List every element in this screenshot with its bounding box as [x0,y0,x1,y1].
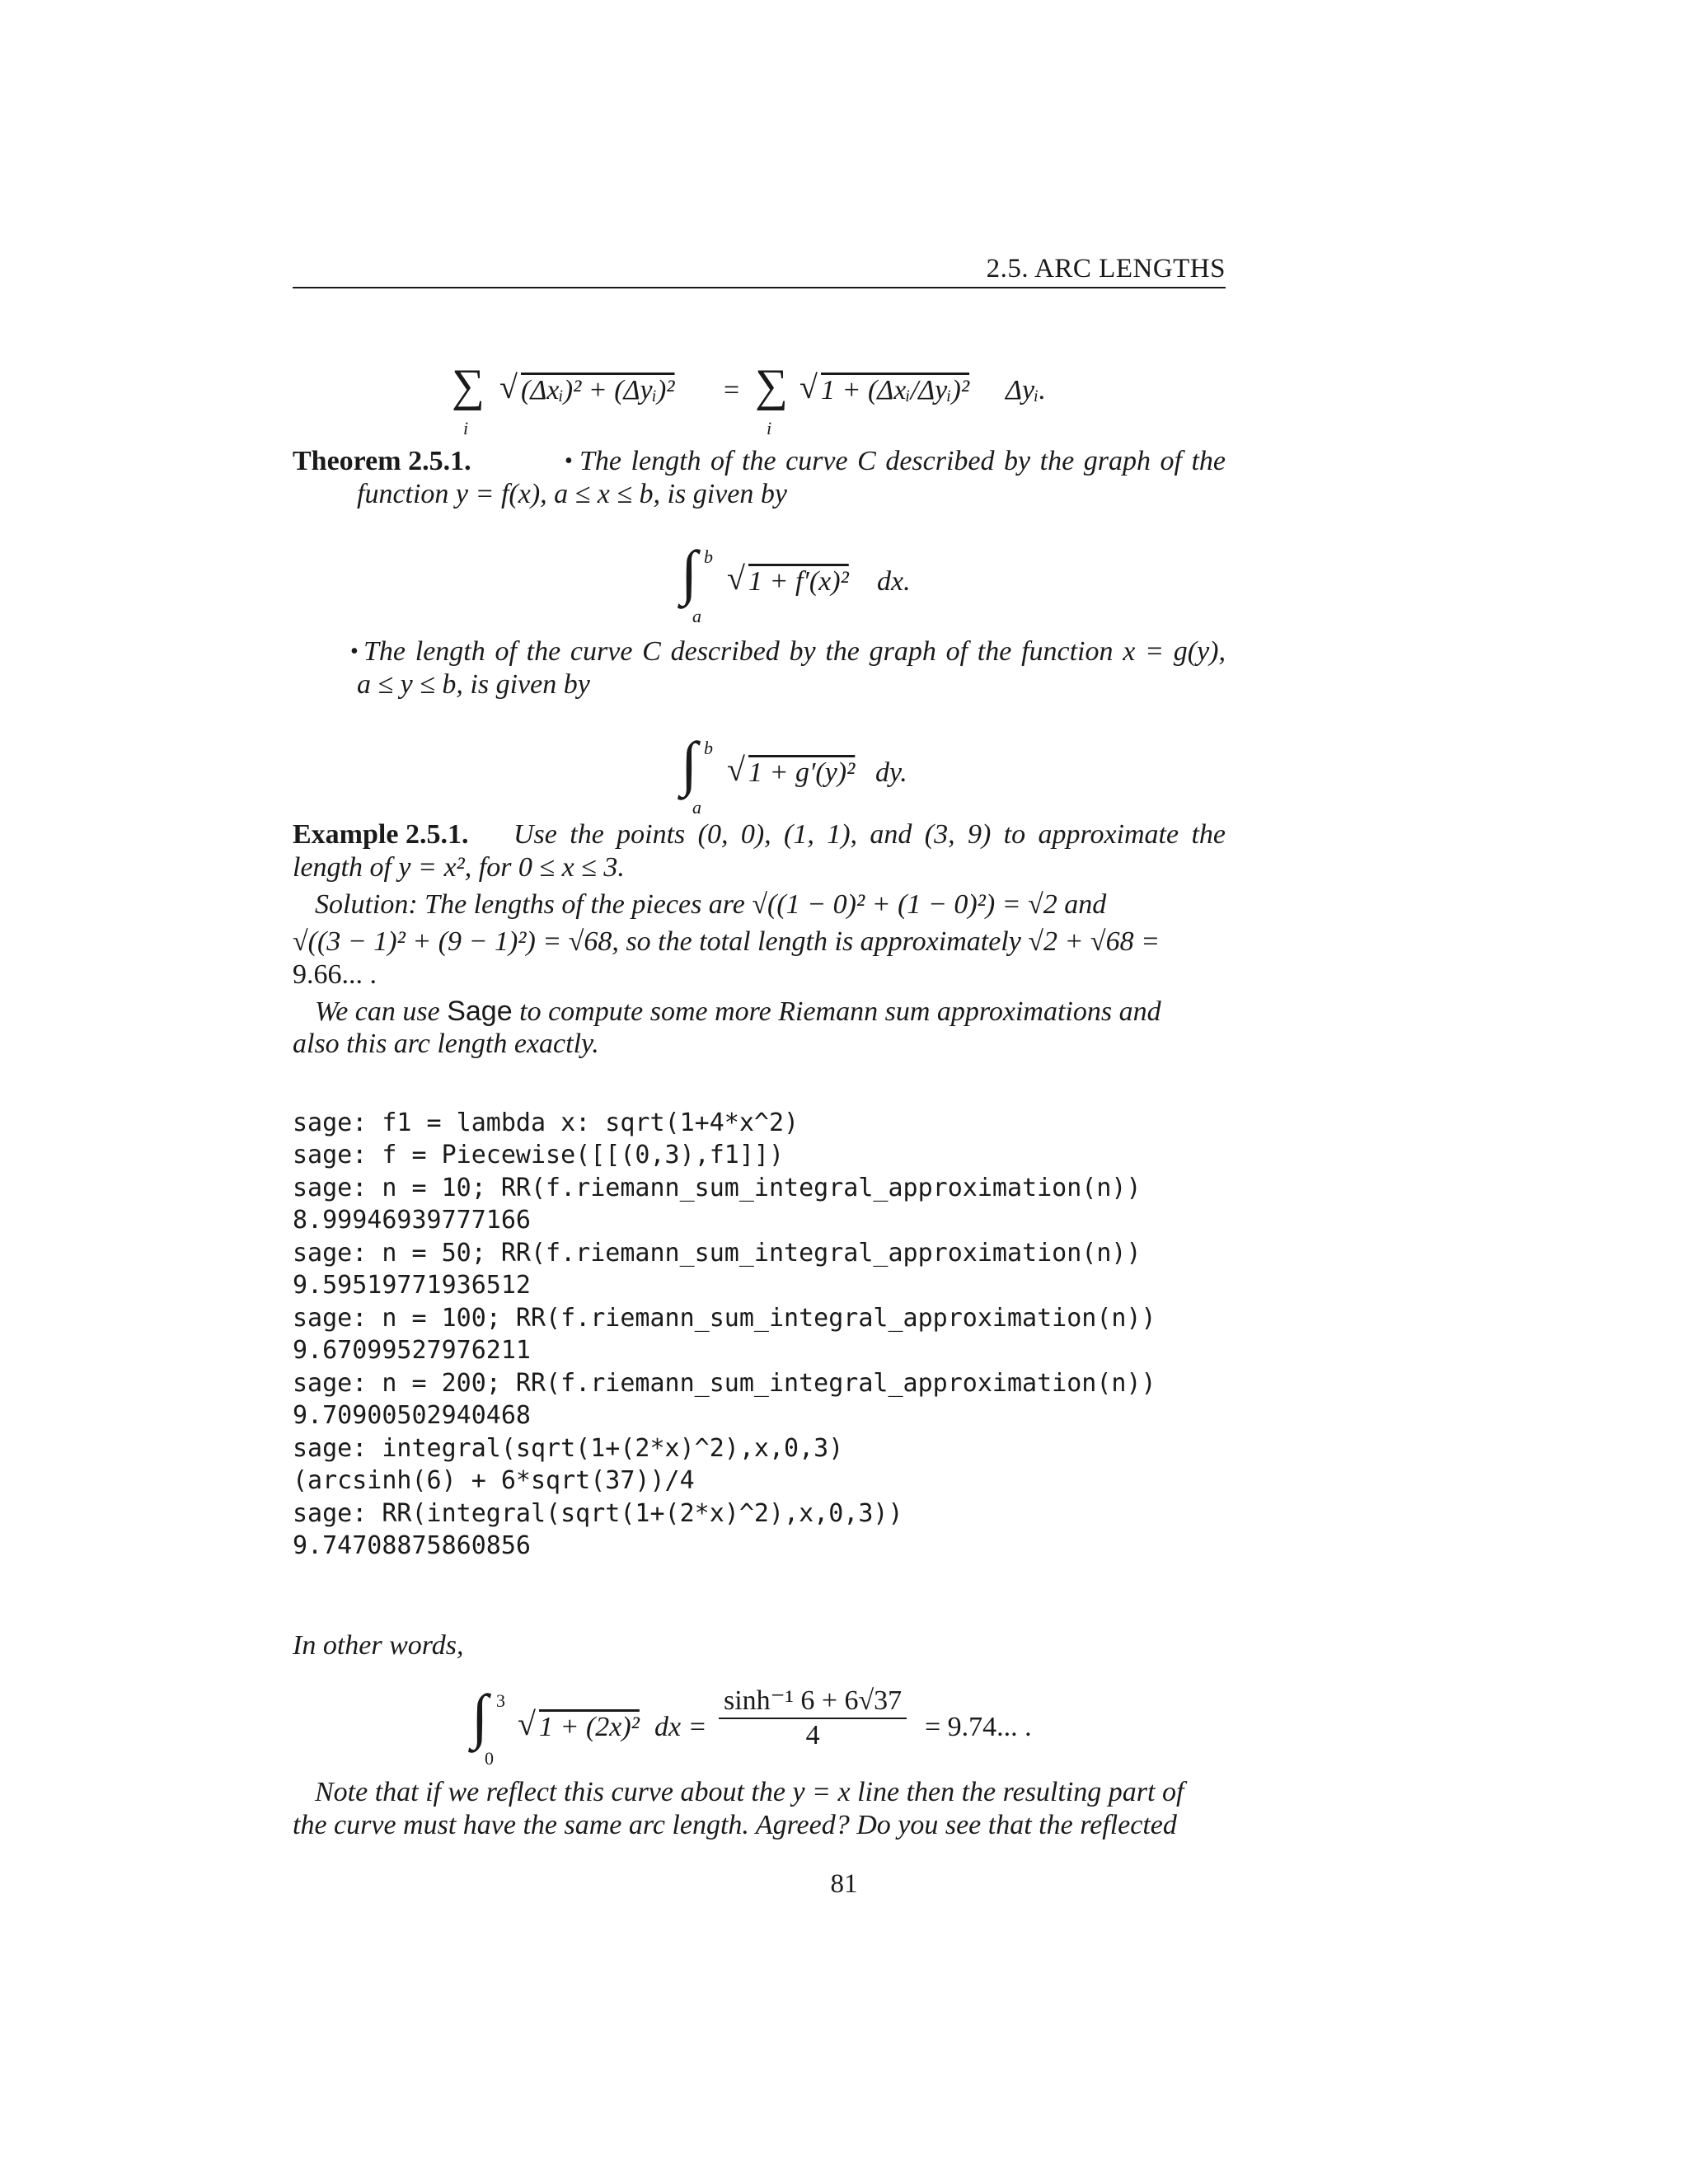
code-line: sage: RR(integral(sqrt(1+(2*x)^2),x,0,3)) [293,1499,903,1528]
final-int-upper: 3 [496,1690,505,1711]
example-line-1 [293,818,1226,851]
sage-intro-line-2: also this arc length exactly. [293,1029,599,1059]
code-line: sage: n = 10; RR(f.riemann_sum_integral_approximation(n)) [293,1174,1142,1202]
final-int-lower: 0 [485,1748,494,1769]
theorem-label: Theorem 2.5.1. [293,446,471,476]
final-result: = 9.74... . [925,1712,1032,1742]
integral-g-root: √ [727,751,745,788]
rhs-radicand: 1 + (Δxᵢ/Δyᵢ)² [821,375,970,405]
solution-line-1: Solution: The lengths of the pieces are √((1 − 0)² + (1 − 0)²) = √2 and [315,889,1107,920]
code-line: sage: integral(sqrt(1+(2*x)^2),x,0,3) [293,1434,844,1463]
code-line: sage: n = 50; RR(f.riemann_sum_integral_approximation(n)) [293,1239,1142,1268]
code-output: 8.99946939777166 [293,1206,531,1235]
integral-g-lower: a [692,797,701,818]
integral-f-lower: a [692,606,701,626]
sage-intro-pre: We can use [315,996,448,1027]
sage-intro-line-1 [315,995,1226,1029]
rhs-tail: Δyᵢ. [1006,375,1046,405]
integral-f-sign: ∫ [681,539,698,607]
theorem-item2-text: The length of the curve C described by the graph of the function x = g(y), [363,636,1226,667]
final-root: √ [518,1705,536,1742]
integral-g-sign: ∫ [681,730,698,798]
final-dx: dx = [654,1712,707,1742]
lhs-radicand: (Δxᵢ)² + (Δyᵢ)² [521,375,675,405]
sage-word: Sage [447,996,513,1027]
code-output: 9.74708875860856 [293,1531,531,1560]
sigma-right: ∑ [755,360,788,411]
integral-g-tail: dy. [875,757,907,788]
theorem-line-1 [293,445,1226,478]
sigma-right-index: i [767,418,772,438]
final-denominator: 4 [805,1720,820,1750]
example-line-2: length of y = x², for 0 ≤ x ≤ 3. [293,852,625,883]
code-output: 9.59519771936512 [293,1271,531,1300]
rhs-root: √ [799,368,818,405]
code-line: sage: f = Piecewise([[(0,3),f1]]) [293,1141,785,1169]
example-label: Example 2.5.1. [293,819,469,850]
final-radicand: 1 + (2x)² [539,1712,640,1742]
sigma-left: ∑ [452,360,485,411]
final-numerator: sinh⁻¹ 6 + 6√37 [719,1685,907,1719]
theorem-bullet-2: • [350,639,359,664]
final-fraction [719,1685,907,1752]
note-line-2: the curve must have the same arc length. Agreed? Do you see that the reflected [293,1810,1177,1840]
in-other-words: In other words, [293,1630,464,1661]
code-output: 9.67099527976211 [293,1336,531,1365]
solution-line-3: 9.66... . [293,959,377,990]
integral-g-upper: b [704,738,713,758]
solution-line-2: √((3 − 1)² + (9 − 1)²) = √68, so the total length is approximately √2 + √68 = [293,926,1160,957]
page-number: 81 [830,1869,858,1899]
theorem-bullet-1: • [565,448,573,474]
code-output: 9.70900502940468 [293,1401,531,1430]
integral-g-radicand: 1 + g′(y)² [748,757,856,788]
note-line-1: Note that if we reflect this curve about the y = x line then the resulting part of [315,1777,1184,1807]
theorem-item1-line1: The length of the curve C described by the graph of the [579,446,1226,476]
integral-f-root: √ [727,560,745,597]
integral-f-upper: b [704,546,713,567]
code-line: sage: f1 = lambda x: sqrt(1+4*x^2) [293,1108,799,1137]
code-line: sage: n = 200; RR(f.riemann_sum_integral_approximation(n)) [293,1369,1156,1398]
sage-intro-post: to compute some more Riemann sum approximations and [512,996,1161,1027]
running-head: 2.5. ARC LENGTHS [986,254,1226,284]
theorem-item1-line2: function y = f(x), a ≤ x ≤ b, is given by [357,479,787,509]
example-text-1: Use the points (0, 0), (1, 1), and (3, 9) to approximate the [513,819,1226,850]
integral-f-radicand: 1 + f′(x)² [748,566,849,597]
code-line: sage: n = 100; RR(f.riemann_sum_integral_approximation(n)) [293,1304,1156,1333]
lhs-root: √ [499,368,518,405]
theorem-item2-line2: a ≤ y ≤ b, is given by [357,669,590,700]
header-rule [293,287,1226,288]
code-output: (arcsinh(6) + 6*sqrt(37))/4 [293,1466,695,1495]
sigma-left-index: i [463,418,469,438]
integral-f-tail: dx. [877,566,911,597]
final-int-sign: ∫ [471,1683,489,1750]
sum-equals: = [724,375,740,405]
